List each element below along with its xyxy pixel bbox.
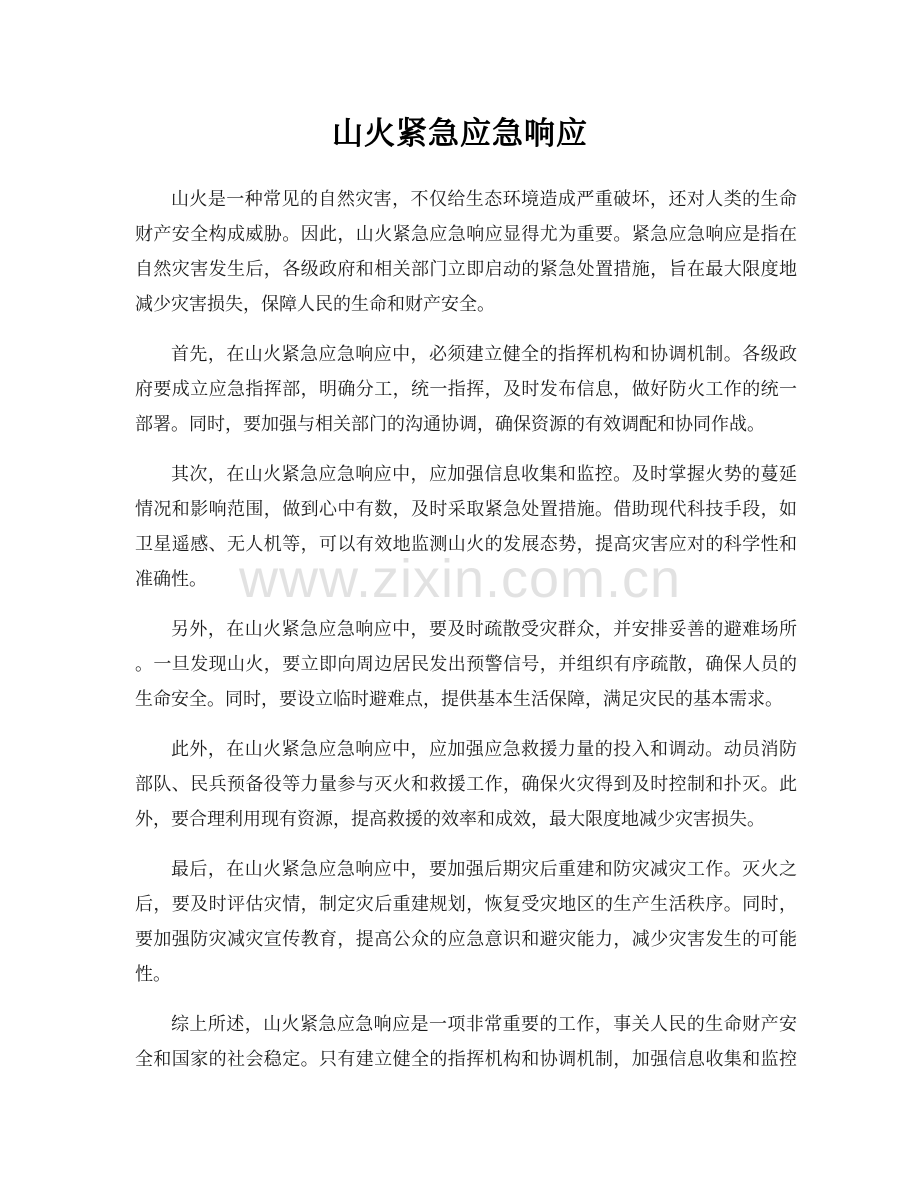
paragraph-line: 部队、民兵预备役等力量参与灭火和救援工作，确保火灾得到及时控制和扑灭。此 xyxy=(135,774,797,795)
paragraph xyxy=(135,1007,797,1077)
paragraph xyxy=(135,612,797,717)
paragraph-line: 另外，在山火紧急应急响应中，要及时疏散受灾群众，并安排妥善的避难场所 xyxy=(171,619,797,640)
paragraph-line: 其次，在山火紧急应急响应中，应加强信息收集和监控。及时掌握火势的蔓延 xyxy=(171,464,797,485)
paragraph-line: 首先，在山火紧急应急响应中，必须建立健全的指挥机构和协调机制。各级政 xyxy=(171,344,797,365)
paragraph xyxy=(135,182,797,322)
paragraph-line: 府要成立应急指挥部，明确分工，统一指挥，及时发布信息，做好防火工作的统一 xyxy=(135,379,797,400)
paragraph xyxy=(135,337,797,442)
paragraph-line: 准确性。 xyxy=(135,569,207,590)
paragraph-line: 山火是一种常见的自然灾害，不仅给生态环境造成严重破坏，还对人类的生命 xyxy=(171,189,797,210)
document-title: 山火紧急应急响应 xyxy=(332,116,588,152)
paragraph xyxy=(135,852,797,992)
paragraph xyxy=(135,457,797,597)
paragraph-line: 全和国家的社会稳定。只有建立健全的指挥机构和协调机制，加强信息收集和监控 xyxy=(135,1049,797,1070)
paragraph xyxy=(135,732,797,837)
paragraph-line: 财产安全构成威胁。因此，山火紧急应急响应显得尤为重要。紧急应急响应是指在 xyxy=(135,224,797,245)
paragraph-line: 最后，在山火紧急应急响应中，要加强后期灾后重建和防灾减灾工作。灭火之 xyxy=(171,859,797,880)
document-body xyxy=(135,182,797,1092)
paragraph-line: 。一旦发现山火，要立即向周边居民发出预警信号，并组织有序疏散，确保人员的 xyxy=(135,654,797,675)
paragraph-line: 要加强防灾减灾宣传教育，提高公众的应急意识和避灾能力，减少灾害发生的可能 xyxy=(135,929,797,950)
paragraph-line: 外，要合理利用现有资源，提高救援的效率和成效，最大限度地减少灾害损失。 xyxy=(135,809,765,830)
paragraph-line: 自然灾害发生后，各级政府和相关部门立即启动的紧急处置措施，旨在最大限度地 xyxy=(135,259,797,280)
paragraph-line: 综上所述，山火紧急应急响应是一项非常重要的工作，事关人民的生命财产安 xyxy=(171,1014,797,1035)
watermark: www.zixin.com.cn xyxy=(238,549,682,609)
paragraph-line: 性。 xyxy=(135,964,171,985)
paragraph-line: 生命安全。同时，要设立临时避难点，提供基本生活保障，满足灾民的基本需求。 xyxy=(135,689,783,710)
paragraph-line: 部署。同时，要加强与相关部门的沟通协调，确保资源的有效调配和协同作战。 xyxy=(135,414,765,435)
paragraph-line: 减少灾害损失，保障人民的生命和财产安全。 xyxy=(135,294,495,315)
paragraph-line: 情况和影响范围，做到心中有数，及时采取紧急处置措施。借助现代科技手段，如 xyxy=(135,499,797,520)
paragraph-line: 此外，在山火紧急应急响应中，应加强应急救援力量的投入和调动。动员消防 xyxy=(171,739,797,760)
paragraph-line: 卫星遥感、无人机等，可以有效地监测山火的发展态势，提高灾害应对的科学性和 xyxy=(135,534,797,555)
paragraph-line: 后，要及时评估灾情，制定灾后重建规划，恢复受灾地区的生产生活秩序。同时， xyxy=(135,894,797,915)
